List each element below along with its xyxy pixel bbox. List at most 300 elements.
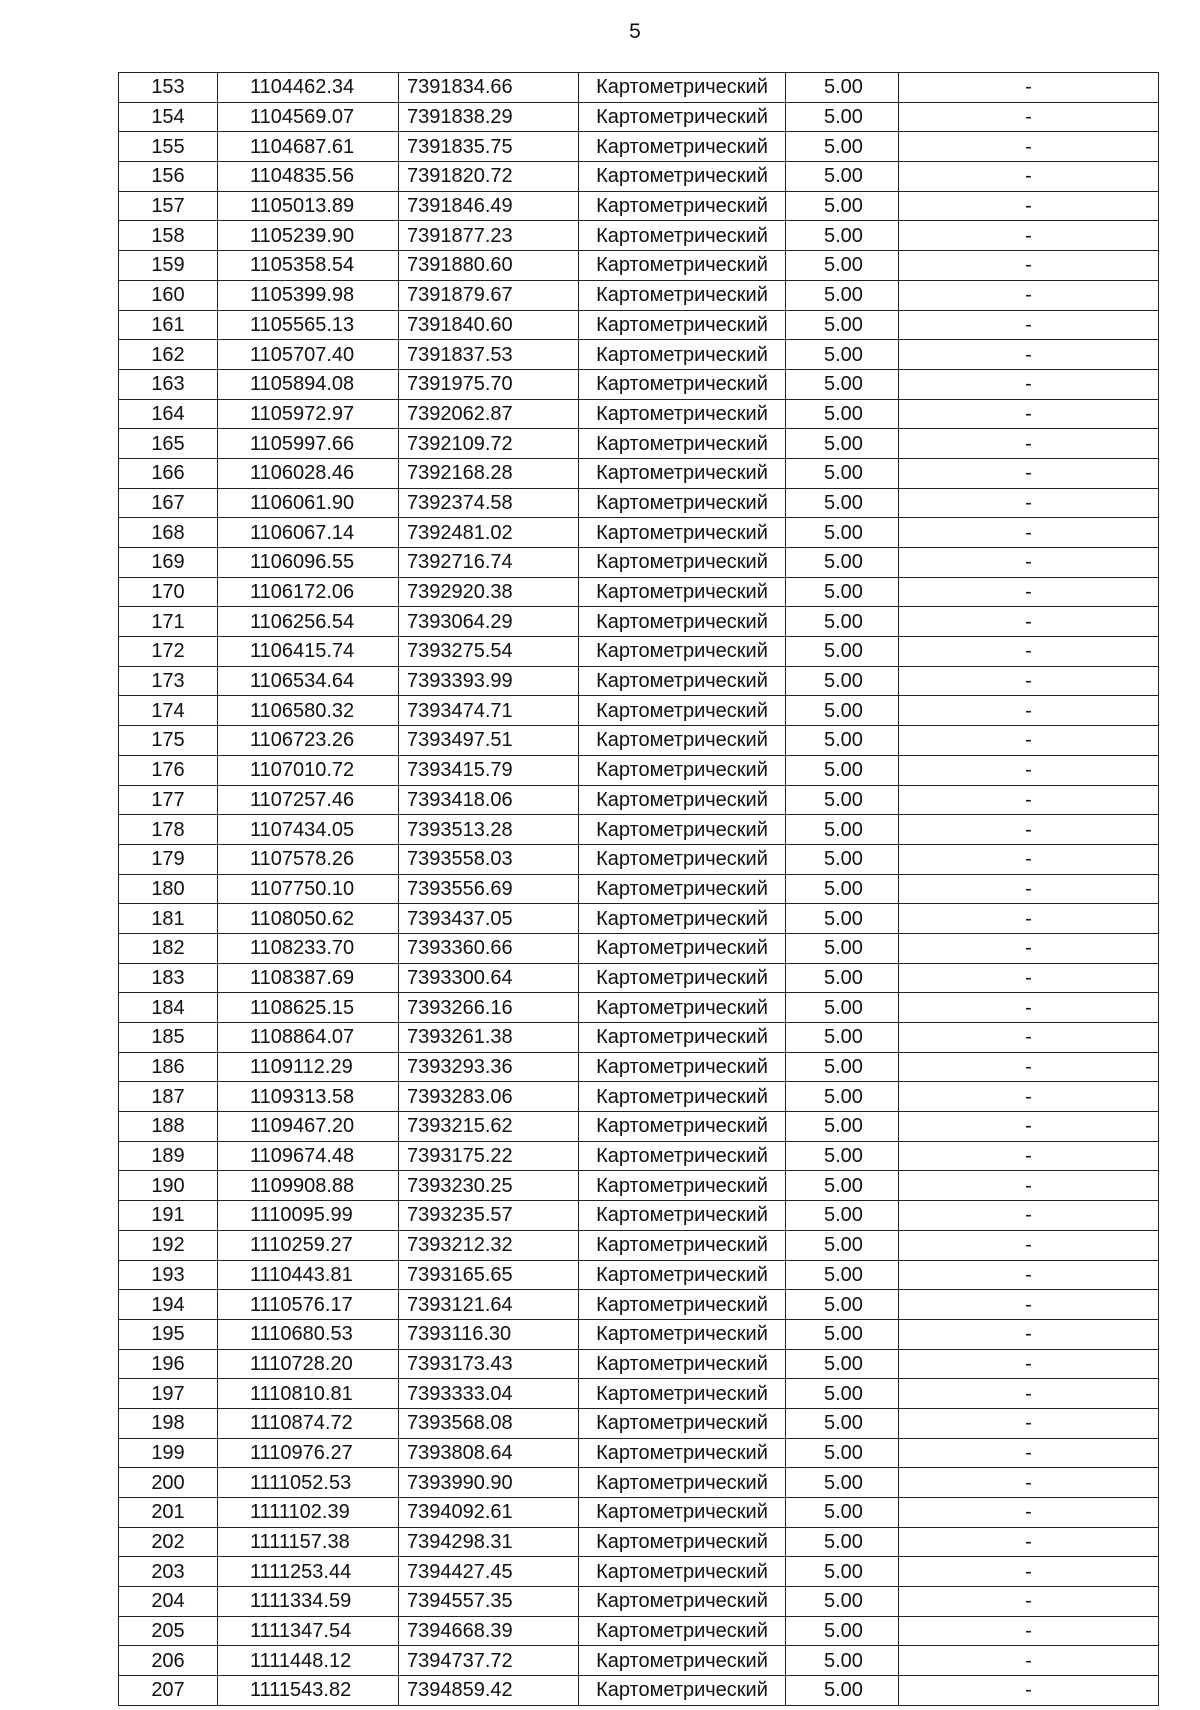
- accuracy-cell: 5.00: [786, 369, 899, 399]
- table-row: [119, 1171, 1159, 1201]
- method-cell: Картометрический: [579, 1379, 786, 1409]
- point-number-cell: 163: [119, 369, 218, 399]
- method-cell: Картометрический: [579, 1349, 786, 1379]
- x-coordinate-cell: 1105399.98: [218, 280, 399, 310]
- point-number-cell: 184: [119, 993, 218, 1023]
- y-coordinate-cell: 7393393.99: [399, 666, 579, 696]
- accuracy-cell: 5.00: [786, 904, 899, 934]
- y-coordinate-cell: 7393300.64: [399, 963, 579, 993]
- point-number-cell: 196: [119, 1349, 218, 1379]
- x-coordinate-cell: 1111102.39: [218, 1498, 399, 1528]
- y-coordinate-cell: 7393212.32: [399, 1230, 579, 1260]
- description-cell: -: [899, 755, 1159, 785]
- method-cell: Картометрический: [579, 1438, 786, 1468]
- method-cell: Картометрический: [579, 1260, 786, 1290]
- point-number-cell: 160: [119, 280, 218, 310]
- point-number-cell: 158: [119, 221, 218, 251]
- method-cell: Картометрический: [579, 844, 786, 874]
- y-coordinate-cell: 7393121.64: [399, 1290, 579, 1320]
- table-row: [119, 874, 1159, 904]
- method-cell: Картометрический: [579, 1290, 786, 1320]
- point-number-cell: 193: [119, 1260, 218, 1290]
- y-coordinate-cell: 7394298.31: [399, 1527, 579, 1557]
- accuracy-cell: 5.00: [786, 1171, 899, 1201]
- point-number-cell: 190: [119, 1171, 218, 1201]
- x-coordinate-cell: 1110576.17: [218, 1290, 399, 1320]
- description-cell: -: [899, 696, 1159, 726]
- x-coordinate-cell: 1111157.38: [218, 1527, 399, 1557]
- accuracy-cell: 5.00: [786, 1616, 899, 1646]
- accuracy-cell: 5.00: [786, 607, 899, 637]
- method-cell: Картометрический: [579, 1557, 786, 1587]
- x-coordinate-cell: 1104835.56: [218, 162, 399, 192]
- table-row: [119, 1438, 1159, 1468]
- accuracy-cell: 5.00: [786, 666, 899, 696]
- coordinates-table: [118, 72, 1159, 1706]
- table-row: [119, 993, 1159, 1023]
- table-row: [119, 607, 1159, 637]
- accuracy-cell: 5.00: [786, 1141, 899, 1171]
- point-number-cell: 192: [119, 1230, 218, 1260]
- y-coordinate-cell: 7393283.06: [399, 1082, 579, 1112]
- point-number-cell: 188: [119, 1112, 218, 1142]
- x-coordinate-cell: 1106723.26: [218, 726, 399, 756]
- y-coordinate-cell: 7393275.54: [399, 637, 579, 667]
- description-cell: -: [899, 1468, 1159, 1498]
- accuracy-cell: 5.00: [786, 162, 899, 192]
- description-cell: -: [899, 132, 1159, 162]
- description-cell: -: [899, 340, 1159, 370]
- description-cell: -: [899, 1646, 1159, 1676]
- point-number-cell: 202: [119, 1527, 218, 1557]
- method-cell: Картометрический: [579, 73, 786, 103]
- x-coordinate-cell: 1108625.15: [218, 993, 399, 1023]
- y-coordinate-cell: 7393266.16: [399, 993, 579, 1023]
- description-cell: -: [899, 1527, 1159, 1557]
- accuracy-cell: 5.00: [786, 1676, 899, 1706]
- x-coordinate-cell: 1104569.07: [218, 102, 399, 132]
- description-cell: -: [899, 280, 1159, 310]
- method-cell: Картометрический: [579, 577, 786, 607]
- y-coordinate-cell: 7391975.70: [399, 369, 579, 399]
- accuracy-cell: 5.00: [786, 280, 899, 310]
- description-cell: -: [899, 993, 1159, 1023]
- accuracy-cell: 5.00: [786, 696, 899, 726]
- table-row: [119, 785, 1159, 815]
- accuracy-cell: 5.00: [786, 1023, 899, 1053]
- x-coordinate-cell: 1106580.32: [218, 696, 399, 726]
- page-number: 5: [629, 20, 641, 43]
- method-cell: Картометрический: [579, 1646, 786, 1676]
- accuracy-cell: 5.00: [786, 191, 899, 221]
- point-number-cell: 169: [119, 548, 218, 578]
- point-number-cell: 180: [119, 874, 218, 904]
- table-row: [119, 399, 1159, 429]
- method-cell: Картометрический: [579, 696, 786, 726]
- x-coordinate-cell: 1105894.08: [218, 369, 399, 399]
- y-coordinate-cell: 7393116.30: [399, 1319, 579, 1349]
- point-number-cell: 156: [119, 162, 218, 192]
- description-cell: -: [899, 963, 1159, 993]
- accuracy-cell: 5.00: [786, 844, 899, 874]
- x-coordinate-cell: 1111052.53: [218, 1468, 399, 1498]
- accuracy-cell: 5.00: [786, 458, 899, 488]
- point-number-cell: 194: [119, 1290, 218, 1320]
- y-coordinate-cell: 7393360.66: [399, 933, 579, 963]
- description-cell: -: [899, 666, 1159, 696]
- table-row: [119, 548, 1159, 578]
- accuracy-cell: 5.00: [786, 1082, 899, 1112]
- x-coordinate-cell: 1110810.81: [218, 1379, 399, 1409]
- table-row: [119, 1082, 1159, 1112]
- table-row: [119, 933, 1159, 963]
- method-cell: Картометрический: [579, 755, 786, 785]
- x-coordinate-cell: 1107578.26: [218, 844, 399, 874]
- description-cell: -: [899, 399, 1159, 429]
- point-number-cell: 167: [119, 488, 218, 518]
- y-coordinate-cell: 7393235.57: [399, 1201, 579, 1231]
- method-cell: Картометрический: [579, 399, 786, 429]
- y-coordinate-cell: 7393165.65: [399, 1260, 579, 1290]
- method-cell: Картометрический: [579, 162, 786, 192]
- accuracy-cell: 5.00: [786, 1201, 899, 1231]
- table-row: [119, 102, 1159, 132]
- description-cell: -: [899, 73, 1159, 103]
- y-coordinate-cell: 7391834.66: [399, 73, 579, 103]
- y-coordinate-cell: 7391880.60: [399, 251, 579, 281]
- table-row: [119, 1646, 1159, 1676]
- x-coordinate-cell: 1107750.10: [218, 874, 399, 904]
- y-coordinate-cell: 7392716.74: [399, 548, 579, 578]
- table-row: [119, 488, 1159, 518]
- y-coordinate-cell: 7393333.04: [399, 1379, 579, 1409]
- accuracy-cell: 5.00: [786, 221, 899, 251]
- description-cell: -: [899, 1438, 1159, 1468]
- x-coordinate-cell: 1111543.82: [218, 1676, 399, 1706]
- description-cell: -: [899, 726, 1159, 756]
- method-cell: Картометрический: [579, 874, 786, 904]
- method-cell: Картометрический: [579, 251, 786, 281]
- description-cell: -: [899, 1171, 1159, 1201]
- y-coordinate-cell: 7391846.49: [399, 191, 579, 221]
- accuracy-cell: 5.00: [786, 73, 899, 103]
- method-cell: Картометрический: [579, 933, 786, 963]
- description-cell: -: [899, 1023, 1159, 1053]
- table-row: [119, 162, 1159, 192]
- accuracy-cell: 5.00: [786, 815, 899, 845]
- accuracy-cell: 5.00: [786, 1349, 899, 1379]
- point-number-cell: 197: [119, 1379, 218, 1409]
- method-cell: Картометрический: [579, 488, 786, 518]
- method-cell: Картометрический: [579, 310, 786, 340]
- method-cell: Картометрический: [579, 369, 786, 399]
- method-cell: Картометрический: [579, 1112, 786, 1142]
- table-row: [119, 340, 1159, 370]
- table-row: [119, 458, 1159, 488]
- description-cell: -: [899, 637, 1159, 667]
- point-number-cell: 159: [119, 251, 218, 281]
- description-cell: -: [899, 1260, 1159, 1290]
- point-number-cell: 204: [119, 1587, 218, 1617]
- table-row: [119, 1527, 1159, 1557]
- x-coordinate-cell: 1110680.53: [218, 1319, 399, 1349]
- method-cell: Картометрический: [579, 1230, 786, 1260]
- table-row: [119, 1052, 1159, 1082]
- accuracy-cell: 5.00: [786, 488, 899, 518]
- method-cell: Картометрический: [579, 191, 786, 221]
- method-cell: Картометрический: [579, 1468, 786, 1498]
- method-cell: Картометрический: [579, 429, 786, 459]
- x-coordinate-cell: 1110728.20: [218, 1349, 399, 1379]
- point-number-cell: 178: [119, 815, 218, 845]
- table-row: [119, 696, 1159, 726]
- y-coordinate-cell: 7393064.29: [399, 607, 579, 637]
- point-number-cell: 175: [119, 726, 218, 756]
- method-cell: Картометрический: [579, 132, 786, 162]
- method-cell: Картометрический: [579, 904, 786, 934]
- y-coordinate-cell: 7391837.53: [399, 340, 579, 370]
- table-row: [119, 1290, 1159, 1320]
- y-coordinate-cell: 7392109.72: [399, 429, 579, 459]
- point-number-cell: 173: [119, 666, 218, 696]
- accuracy-cell: 5.00: [786, 132, 899, 162]
- table-row: [119, 280, 1159, 310]
- description-cell: -: [899, 310, 1159, 340]
- accuracy-cell: 5.00: [786, 755, 899, 785]
- table-row: [119, 726, 1159, 756]
- y-coordinate-cell: 7394737.72: [399, 1646, 579, 1676]
- accuracy-cell: 5.00: [786, 933, 899, 963]
- table-row: [119, 637, 1159, 667]
- description-cell: -: [899, 1290, 1159, 1320]
- point-number-cell: 161: [119, 310, 218, 340]
- method-cell: Картометрический: [579, 1616, 786, 1646]
- description-cell: -: [899, 1082, 1159, 1112]
- method-cell: Картометрический: [579, 1408, 786, 1438]
- table-row: [119, 191, 1159, 221]
- x-coordinate-cell: 1105358.54: [218, 251, 399, 281]
- point-number-cell: 154: [119, 102, 218, 132]
- description-cell: -: [899, 1052, 1159, 1082]
- y-coordinate-cell: 7392062.87: [399, 399, 579, 429]
- y-coordinate-cell: 7393261.38: [399, 1023, 579, 1053]
- description-cell: -: [899, 1676, 1159, 1706]
- table-row: [119, 755, 1159, 785]
- description-cell: -: [899, 1557, 1159, 1587]
- point-number-cell: 191: [119, 1201, 218, 1231]
- table-row: [119, 369, 1159, 399]
- description-cell: -: [899, 1587, 1159, 1617]
- table-row: [119, 429, 1159, 459]
- description-cell: -: [899, 518, 1159, 548]
- y-coordinate-cell: 7391838.29: [399, 102, 579, 132]
- x-coordinate-cell: 1109112.29: [218, 1052, 399, 1082]
- point-number-cell: 186: [119, 1052, 218, 1082]
- method-cell: Картометрический: [579, 1052, 786, 1082]
- table-row: [119, 1201, 1159, 1231]
- x-coordinate-cell: 1106067.14: [218, 518, 399, 548]
- y-coordinate-cell: 7393415.79: [399, 755, 579, 785]
- y-coordinate-cell: 7393175.22: [399, 1141, 579, 1171]
- accuracy-cell: 5.00: [786, 310, 899, 340]
- y-coordinate-cell: 7393513.28: [399, 815, 579, 845]
- accuracy-cell: 5.00: [786, 1498, 899, 1528]
- point-number-cell: 172: [119, 637, 218, 667]
- method-cell: Картометрический: [579, 280, 786, 310]
- table-row: [119, 1557, 1159, 1587]
- point-number-cell: 187: [119, 1082, 218, 1112]
- x-coordinate-cell: 1110095.99: [218, 1201, 399, 1231]
- x-coordinate-cell: 1107434.05: [218, 815, 399, 845]
- x-coordinate-cell: 1106172.06: [218, 577, 399, 607]
- table-row: [119, 518, 1159, 548]
- x-coordinate-cell: 1111448.12: [218, 1646, 399, 1676]
- x-coordinate-cell: 1106028.46: [218, 458, 399, 488]
- point-number-cell: 165: [119, 429, 218, 459]
- table-row: [119, 1230, 1159, 1260]
- y-coordinate-cell: 7392481.02: [399, 518, 579, 548]
- x-coordinate-cell: 1111253.44: [218, 1557, 399, 1587]
- description-cell: -: [899, 844, 1159, 874]
- method-cell: Картометрический: [579, 458, 786, 488]
- y-coordinate-cell: 7393230.25: [399, 1171, 579, 1201]
- x-coordinate-cell: 1106061.90: [218, 488, 399, 518]
- table-row: [119, 1349, 1159, 1379]
- x-coordinate-cell: 1111347.54: [218, 1616, 399, 1646]
- y-coordinate-cell: 7393215.62: [399, 1112, 579, 1142]
- method-cell: Картометрический: [579, 221, 786, 251]
- method-cell: Картометрический: [579, 785, 786, 815]
- point-number-cell: 155: [119, 132, 218, 162]
- accuracy-cell: 5.00: [786, 1468, 899, 1498]
- accuracy-cell: 5.00: [786, 1379, 899, 1409]
- method-cell: Картометрический: [579, 1082, 786, 1112]
- description-cell: -: [899, 102, 1159, 132]
- point-number-cell: 164: [119, 399, 218, 429]
- x-coordinate-cell: 1107257.46: [218, 785, 399, 815]
- table-row: [119, 73, 1159, 103]
- method-cell: Картометрический: [579, 963, 786, 993]
- method-cell: Картометрический: [579, 518, 786, 548]
- description-cell: -: [899, 1230, 1159, 1260]
- x-coordinate-cell: 1110259.27: [218, 1230, 399, 1260]
- description-cell: -: [899, 577, 1159, 607]
- point-number-cell: 170: [119, 577, 218, 607]
- table-row: [119, 1468, 1159, 1498]
- method-cell: Картометрический: [579, 607, 786, 637]
- table-row: [119, 1112, 1159, 1142]
- method-cell: Картометрический: [579, 1498, 786, 1528]
- accuracy-cell: 5.00: [786, 1438, 899, 1468]
- method-cell: Картометрический: [579, 1319, 786, 1349]
- y-coordinate-cell: 7393293.36: [399, 1052, 579, 1082]
- point-number-cell: 205: [119, 1616, 218, 1646]
- point-number-cell: 179: [119, 844, 218, 874]
- description-cell: -: [899, 251, 1159, 281]
- y-coordinate-cell: 7394427.45: [399, 1557, 579, 1587]
- table-row: [119, 963, 1159, 993]
- method-cell: Картометрический: [579, 666, 786, 696]
- x-coordinate-cell: 1106096.55: [218, 548, 399, 578]
- y-coordinate-cell: 7393558.03: [399, 844, 579, 874]
- y-coordinate-cell: 7394092.61: [399, 1498, 579, 1528]
- accuracy-cell: 5.00: [786, 874, 899, 904]
- description-cell: -: [899, 429, 1159, 459]
- point-number-cell: 203: [119, 1557, 218, 1587]
- y-coordinate-cell: 7391877.23: [399, 221, 579, 251]
- y-coordinate-cell: 7393173.43: [399, 1349, 579, 1379]
- description-cell: -: [899, 162, 1159, 192]
- accuracy-cell: 5.00: [786, 102, 899, 132]
- accuracy-cell: 5.00: [786, 340, 899, 370]
- point-number-cell: 174: [119, 696, 218, 726]
- accuracy-cell: 5.00: [786, 1230, 899, 1260]
- x-coordinate-cell: 1108864.07: [218, 1023, 399, 1053]
- y-coordinate-cell: 7394859.42: [399, 1676, 579, 1706]
- y-coordinate-cell: 7392920.38: [399, 577, 579, 607]
- accuracy-cell: 5.00: [786, 399, 899, 429]
- x-coordinate-cell: 1105239.90: [218, 221, 399, 251]
- point-number-cell: 207: [119, 1676, 218, 1706]
- x-coordinate-cell: 1106415.74: [218, 637, 399, 667]
- accuracy-cell: 5.00: [786, 1587, 899, 1617]
- x-coordinate-cell: 1110976.27: [218, 1438, 399, 1468]
- point-number-cell: 177: [119, 785, 218, 815]
- description-cell: -: [899, 933, 1159, 963]
- description-cell: -: [899, 1112, 1159, 1142]
- description-cell: -: [899, 815, 1159, 845]
- y-coordinate-cell: 7392168.28: [399, 458, 579, 488]
- y-coordinate-cell: 7393418.06: [399, 785, 579, 815]
- y-coordinate-cell: 7393556.69: [399, 874, 579, 904]
- accuracy-cell: 5.00: [786, 637, 899, 667]
- table-row: [119, 1676, 1159, 1706]
- description-cell: -: [899, 548, 1159, 578]
- table-row: [119, 1587, 1159, 1617]
- method-cell: Картометрический: [579, 1587, 786, 1617]
- y-coordinate-cell: 7394557.35: [399, 1587, 579, 1617]
- accuracy-cell: 5.00: [786, 429, 899, 459]
- x-coordinate-cell: 1107010.72: [218, 755, 399, 785]
- y-coordinate-cell: 7393497.51: [399, 726, 579, 756]
- point-number-cell: 195: [119, 1319, 218, 1349]
- description-cell: -: [899, 488, 1159, 518]
- description-cell: -: [899, 1379, 1159, 1409]
- table-row: [119, 221, 1159, 251]
- description-cell: -: [899, 874, 1159, 904]
- method-cell: Картометрический: [579, 340, 786, 370]
- y-coordinate-cell: 7391835.75: [399, 132, 579, 162]
- accuracy-cell: 5.00: [786, 251, 899, 281]
- accuracy-cell: 5.00: [786, 1646, 899, 1676]
- accuracy-cell: 5.00: [786, 726, 899, 756]
- method-cell: Картометрический: [579, 637, 786, 667]
- table-row: [119, 1319, 1159, 1349]
- accuracy-cell: 5.00: [786, 1290, 899, 1320]
- y-coordinate-cell: 7393990.90: [399, 1468, 579, 1498]
- x-coordinate-cell: 1106534.64: [218, 666, 399, 696]
- x-coordinate-cell: 1105972.97: [218, 399, 399, 429]
- y-coordinate-cell: 7391840.60: [399, 310, 579, 340]
- accuracy-cell: 5.00: [786, 1319, 899, 1349]
- table-row: [119, 1260, 1159, 1290]
- accuracy-cell: 5.00: [786, 1557, 899, 1587]
- table-row: [119, 844, 1159, 874]
- description-cell: -: [899, 785, 1159, 815]
- point-number-cell: 206: [119, 1646, 218, 1676]
- description-cell: -: [899, 221, 1159, 251]
- y-coordinate-cell: 7391879.67: [399, 280, 579, 310]
